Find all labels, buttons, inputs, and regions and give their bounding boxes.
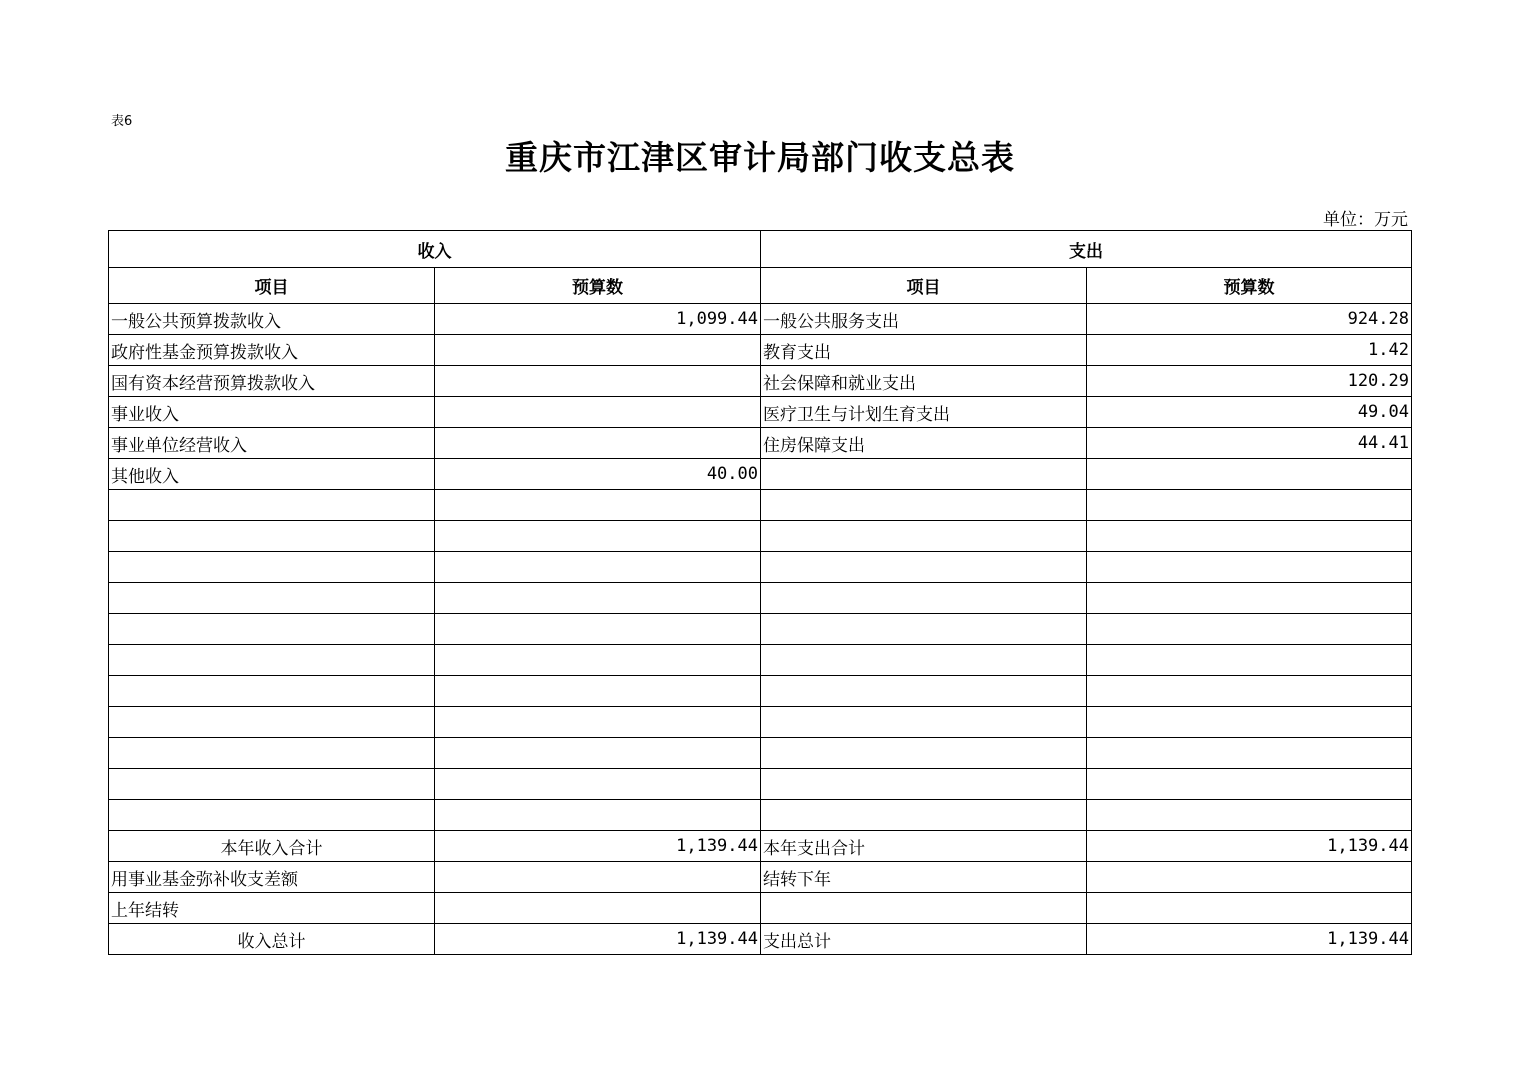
expense-item-cell: 结转下年 (761, 862, 1087, 893)
income-item-cell: 收入总计 (109, 924, 435, 955)
expense-value-cell (1087, 893, 1412, 924)
expense-value-cell (1087, 552, 1412, 583)
income-item-header: 项目 (109, 268, 435, 304)
expense-value-cell (1087, 738, 1412, 769)
expense-value-cell (1087, 614, 1412, 645)
table-row (109, 707, 1412, 738)
expense-value-cell (1087, 583, 1412, 614)
table-row (109, 831, 1412, 862)
table-body (109, 304, 1412, 955)
expense-item-cell (761, 769, 1087, 800)
table-row (109, 614, 1412, 645)
table-row (109, 428, 1412, 459)
expense-item-cell (761, 459, 1087, 490)
header-column-row (109, 268, 1412, 304)
expense-item-cell: 住房保障支出 (761, 428, 1087, 459)
expense-budget-header: 预算数 (1087, 268, 1412, 304)
table-row (109, 645, 1412, 676)
document-title: 重庆市江津区审计局部门收支总表 (505, 138, 1015, 177)
expense-item-cell (761, 583, 1087, 614)
expense-item-header: 项目 (761, 268, 1087, 304)
table-row (109, 521, 1412, 552)
unit-label: 单位：万元 (1323, 210, 1408, 230)
expense-item-cell (761, 552, 1087, 583)
income-item-cell (109, 707, 435, 738)
header-group-row (109, 231, 1412, 268)
income-item-cell: 政府性基金预算拨款收入 (109, 335, 435, 366)
income-value-cell (435, 676, 761, 707)
expense-value-cell (1087, 707, 1412, 738)
income-item-cell (109, 645, 435, 676)
table-row (109, 924, 1412, 955)
income-item-cell (109, 614, 435, 645)
income-item-cell (109, 738, 435, 769)
table-row (109, 490, 1412, 521)
table-row (109, 862, 1412, 893)
expense-group-header: 支出 (761, 231, 1412, 268)
expense-item-cell (761, 676, 1087, 707)
income-item-cell (109, 583, 435, 614)
income-value-cell (435, 552, 761, 583)
expense-value-cell: 49.04 (1087, 397, 1412, 428)
expense-item-cell: 一般公共服务支出 (761, 304, 1087, 335)
expense-item-cell (761, 645, 1087, 676)
income-value-cell (435, 893, 761, 924)
table-row (109, 397, 1412, 428)
expense-value-cell (1087, 490, 1412, 521)
income-value-cell (435, 335, 761, 366)
income-value-cell (435, 583, 761, 614)
expense-value-cell (1087, 459, 1412, 490)
table-row (109, 738, 1412, 769)
table-row (109, 583, 1412, 614)
expense-item-cell (761, 521, 1087, 552)
table-row (109, 335, 1412, 366)
table-row (109, 676, 1412, 707)
expense-value-cell (1087, 769, 1412, 800)
income-value-cell (435, 397, 761, 428)
income-value-cell (435, 769, 761, 800)
income-value-cell (435, 645, 761, 676)
expense-value-cell (1087, 521, 1412, 552)
expense-item-cell: 社会保障和就业支出 (761, 366, 1087, 397)
income-value-cell (435, 862, 761, 893)
expense-value-cell: 924.28 (1087, 304, 1412, 335)
income-value-cell (435, 738, 761, 769)
income-item-cell: 本年收入合计 (109, 831, 435, 862)
income-item-cell: 国有资本经营预算拨款收入 (109, 366, 435, 397)
expense-value-cell (1087, 645, 1412, 676)
income-item-cell: 事业收入 (109, 397, 435, 428)
income-value-cell: 1,139.44 (435, 831, 761, 862)
income-item-cell (109, 490, 435, 521)
income-value-cell: 1,099.44 (435, 304, 761, 335)
table-number-label: 表6 (111, 114, 133, 129)
expense-item-cell: 本年支出合计 (761, 831, 1087, 862)
table-row (109, 893, 1412, 924)
income-value-cell (435, 614, 761, 645)
expense-item-cell: 支出总计 (761, 924, 1087, 955)
expense-value-cell (1087, 862, 1412, 893)
expense-value-cell: 120.29 (1087, 366, 1412, 397)
income-item-cell: 用事业基金弥补收支差额 (109, 862, 435, 893)
income-group-header: 收入 (109, 231, 761, 268)
expense-value-cell: 1,139.44 (1087, 831, 1412, 862)
table-row (109, 769, 1412, 800)
income-item-cell (109, 521, 435, 552)
expense-item-cell (761, 893, 1087, 924)
income-value-cell (435, 707, 761, 738)
income-value-cell (435, 490, 761, 521)
table-row (109, 304, 1412, 335)
expense-item-cell (761, 738, 1087, 769)
expense-value-cell: 44.41 (1087, 428, 1412, 459)
income-budget-header: 预算数 (435, 268, 761, 304)
expense-item-cell: 教育支出 (761, 335, 1087, 366)
income-value-cell (435, 521, 761, 552)
expense-value-cell: 1,139.44 (1087, 924, 1412, 955)
table-row (109, 366, 1412, 397)
expense-value-cell (1087, 800, 1412, 831)
income-value-cell (435, 428, 761, 459)
income-item-cell: 一般公共预算拨款收入 (109, 304, 435, 335)
income-item-cell: 其他收入 (109, 459, 435, 490)
table-row (109, 800, 1412, 831)
income-item-cell (109, 552, 435, 583)
expense-item-cell (761, 707, 1087, 738)
income-value-cell (435, 366, 761, 397)
income-value-cell (435, 800, 761, 831)
expense-item-cell (761, 800, 1087, 831)
income-item-cell: 上年结转 (109, 893, 435, 924)
income-item-cell: 事业单位经营收入 (109, 428, 435, 459)
budget-table (108, 230, 1412, 955)
expense-value-cell: 1.42 (1087, 335, 1412, 366)
income-value-cell: 1,139.44 (435, 924, 761, 955)
income-item-cell (109, 769, 435, 800)
income-value-cell: 40.00 (435, 459, 761, 490)
table-row (109, 459, 1412, 490)
expense-item-cell (761, 614, 1087, 645)
expense-item-cell (761, 490, 1087, 521)
income-item-cell (109, 676, 435, 707)
expense-item-cell: 医疗卫生与计划生育支出 (761, 397, 1087, 428)
expense-value-cell (1087, 676, 1412, 707)
income-item-cell (109, 800, 435, 831)
table-row (109, 552, 1412, 583)
